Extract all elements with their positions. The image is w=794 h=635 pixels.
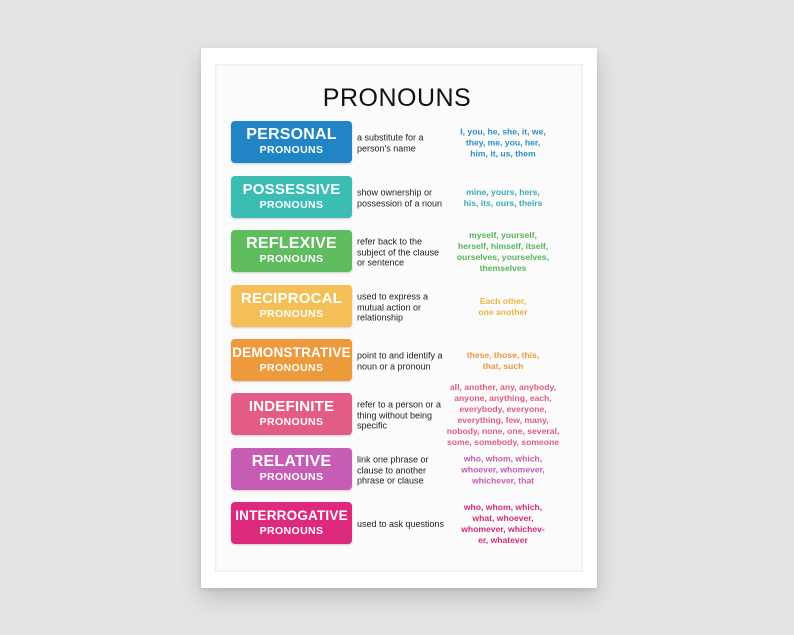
example-line: they, me, you, her, <box>465 137 541 148</box>
example-line: these, those, this, <box>466 350 540 360</box>
pronoun-type-subtitle: PRONOUNS <box>259 144 324 156</box>
pronoun-examples <box>439 187 567 209</box>
pronoun-examples <box>439 454 567 487</box>
example-line: whomever, whichev- <box>461 524 545 534</box>
example-line: anyone, anything, each, <box>454 393 552 403</box>
pronoun-description: used to ask questions <box>357 518 445 529</box>
example-line: Each other, <box>479 296 527 306</box>
pronoun-type-badge <box>231 393 352 435</box>
pronoun-type-name: REFLEXIVE <box>246 235 337 252</box>
pronoun-description: show ownership or possession of a noun <box>357 187 443 208</box>
example-line: him, it, us, them <box>470 148 536 159</box>
example-line: what, whoever, <box>472 513 534 523</box>
example-line: themselves <box>479 263 527 273</box>
pronoun-type-subtitle: PRONOUNS <box>259 525 324 537</box>
pronoun-type-subtitle: PRONOUNS <box>259 471 324 483</box>
example-line: everything, few, many, <box>457 415 549 425</box>
pronoun-description: a substitute for a person's name <box>357 132 424 153</box>
pronoun-type-badge <box>231 121 352 163</box>
example-line: who, whom, which, <box>463 453 543 464</box>
pronoun-examples <box>439 350 567 372</box>
example-line: nobody, none, one, several, <box>446 426 560 436</box>
pronoun-examples <box>439 230 567 274</box>
pronoun-type-badge <box>231 502 352 544</box>
pronoun-type-subtitle: PRONOUNS <box>259 362 324 374</box>
example-line: ourselves, yourselves, <box>456 252 550 262</box>
example-line: everybody, everyone, <box>459 404 547 414</box>
pronoun-row <box>231 448 567 492</box>
pronoun-type-subtitle: PRONOUNS <box>259 199 324 211</box>
pronoun-type-name: RECIPROCAL <box>240 290 343 307</box>
example-line: who, whom, which, <box>463 502 543 512</box>
example-line: all, another, any, anybody, <box>449 382 557 392</box>
pronoun-row <box>231 176 567 220</box>
pronoun-examples <box>439 502 567 546</box>
pronoun-type-badge <box>231 230 352 272</box>
example-line: I, you, he, she, it, we, <box>460 126 546 137</box>
pronoun-examples <box>439 296 567 318</box>
pronoun-type-badge <box>231 176 352 218</box>
pronoun-type-badge <box>231 285 352 327</box>
example-line: one another <box>478 307 528 317</box>
pronoun-description: point to and identify a noun or a pronoun <box>357 350 443 371</box>
pronoun-type-name: RELATIVE <box>251 453 332 470</box>
example-line: er, whatever <box>478 535 528 545</box>
pronoun-type-subtitle: PRONOUNS <box>259 416 324 428</box>
example-line: whichever, that <box>471 475 535 486</box>
pronoun-row <box>231 230 567 274</box>
pronoun-type-subtitle: PRONOUNS <box>259 308 324 320</box>
pronoun-description: link one phrase or clause to another phrase or clause <box>357 454 429 486</box>
pronoun-description: refer back to the subject of the clause or sentence <box>357 236 440 268</box>
pronoun-type-badge <box>231 448 352 490</box>
poster-title: PRONOUNS <box>322 84 472 112</box>
pronoun-examples <box>439 127 567 160</box>
example-line: that, such <box>482 361 524 371</box>
pronoun-type-name: INTERROGATIVE <box>235 508 348 523</box>
pronoun-description: used to express a mutual action or relationship <box>357 291 429 323</box>
pronoun-row <box>231 121 567 165</box>
example-line: herself, himself, itself, <box>457 241 549 251</box>
example-line: mine, yours, hers, <box>466 187 540 197</box>
pronoun-type-name: DEMONSTRATIVE <box>232 345 351 360</box>
pronoun-type-name: POSSESSIVE <box>242 181 341 198</box>
pronoun-type-name: INDEFINITE <box>248 398 335 415</box>
pronoun-description: refer to a person or a thing without being specific <box>357 399 442 431</box>
pronoun-type-name: PERSONAL <box>246 126 337 143</box>
pronoun-row <box>231 285 567 329</box>
pronoun-examples <box>439 382 567 448</box>
example-line: whoever, whomever, <box>461 464 545 475</box>
example-line: myself, yourself, <box>469 230 537 240</box>
pronoun-row <box>231 382 567 447</box>
pronoun-row <box>231 339 567 383</box>
pronoun-type-badge <box>231 339 352 381</box>
example-line: his, its, ours, theirs <box>463 198 543 208</box>
pronoun-row <box>231 502 567 546</box>
example-line: some, somebody, someone <box>446 437 560 447</box>
pronoun-type-subtitle: PRONOUNS <box>259 253 324 265</box>
